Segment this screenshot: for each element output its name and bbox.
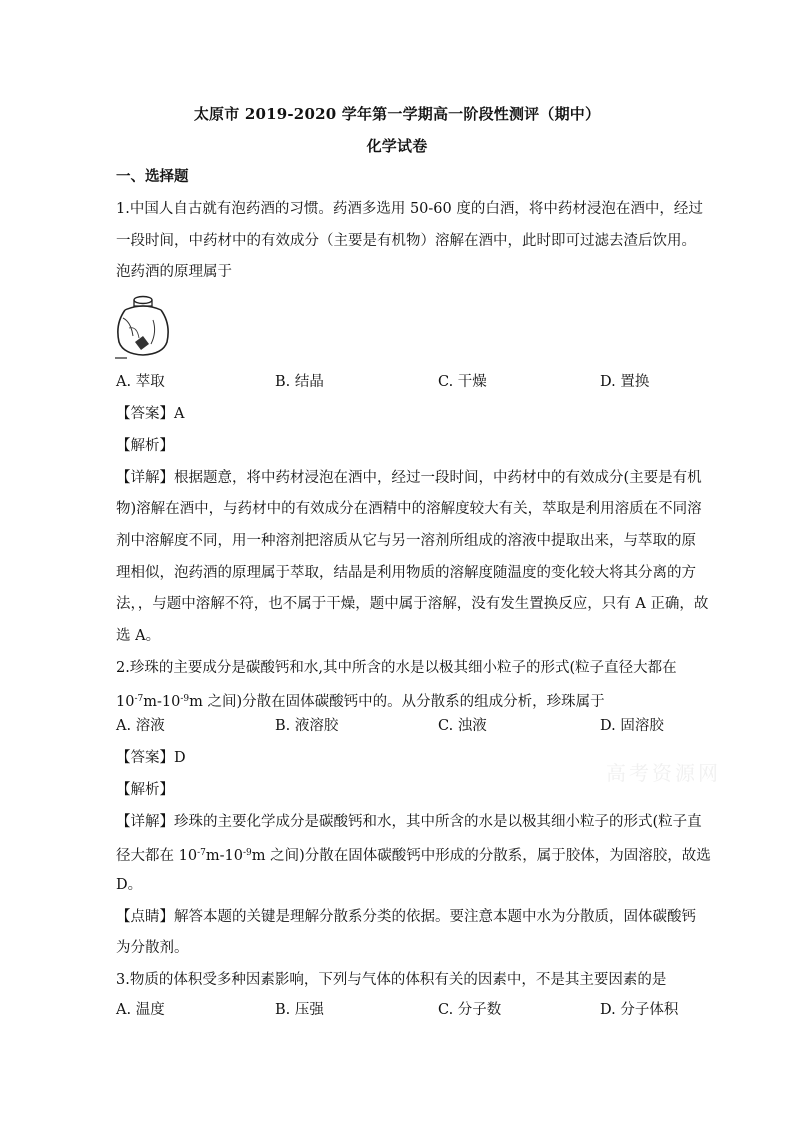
q3-option-c: C. 分子数 — [438, 1002, 502, 1018]
q1-stem-line: 一段时间，中药材中的有效成分（主要是有机物）溶解在酒中，此时即可过滤去渣后饮用。 — [116, 233, 696, 249]
q2-detail-line: 径大都在 $10^{-7}m-10^{-9}m$ 之间)分散在固体碳酸钙中形成的分散系，属于胶体，为固溶胶，故选 — [116, 848, 711, 864]
q2-option-c: C. 浊液 — [438, 718, 487, 734]
watermark: 高考资源网 — [606, 761, 721, 785]
page-subtitle: 化学试卷 — [366, 137, 428, 155]
q2-stem-line: $10^{-7}m-10^{-9}m$ 之间)分散在固体碳酸钙中的。从分散系的组成分析，珍珠属于 — [116, 694, 605, 710]
q1-stem-line: 1.中国人自古就有泡药酒的习惯。药酒多选用 50-60 度的白酒，将中药材浸泡在酒中，经过 — [116, 201, 703, 217]
page-title: 太原市 2019-2020 学年第一学期高一阶段性测评（期中） — [193, 105, 601, 123]
q2-detail-line: 【详解】珍珠的主要化学成分是碳酸钙和水，其中所含的水是以极其细小粒子的形式(粒子直 — [116, 814, 702, 830]
q2-option-d: D. 固溶胶 — [600, 718, 664, 734]
q1-option-d: D. 置换 — [600, 374, 650, 390]
q3-option-b: B. 压强 — [275, 1002, 324, 1018]
q2-detail-line: D。 — [116, 877, 143, 893]
q3-option-d: D. 分子体积 — [600, 1002, 679, 1018]
section-heading: 一、选择题 — [116, 168, 189, 185]
q1-detail-line: 【详解】根据题意，将中药材浸泡在酒中，经过一段时间，中药材中的有效成分(主要是有机 — [116, 470, 702, 486]
q1-detail-line: 法，，与题中溶解不符，也不属于干燥，题中属于溶解，没有发生置换反应，只有 A 正确，故 — [116, 596, 709, 612]
q2-point-line: 为分散剂。 — [116, 940, 189, 956]
q2-stem-line: 2.珍珠的主要成分是碳酸钙和水,其中所含的水是以极其细小粒子的形式(粒子直径大都在 — [116, 660, 677, 676]
q3-option-a: A. 温度 — [116, 1002, 165, 1018]
q1-option-a: A. 萃取 — [116, 374, 165, 390]
q1-analysis-label: 【解析】 — [116, 438, 174, 454]
q1-option-c: C. 干燥 — [438, 374, 487, 390]
q1-detail-line: 剂中溶解度不同，用一种溶剂把溶质从它与另一溶剂所组成的溶液中提取出来，与萃取的原 — [116, 533, 696, 549]
q2-analysis-label: 【解析】 — [116, 782, 174, 798]
q2-option-b: B. 液溶胶 — [275, 718, 339, 734]
q2-point-line: 【点睛】解答本题的关键是理解分散系分类的依据。要注意本题中水为分散质，固体碳酸钙 — [116, 909, 696, 925]
medicine-jar-illustration — [113, 292, 173, 364]
q3-stem-line: 3.物质的体积受多种因素影响，下列与气体的体积有关的因素中，不是其主要因素的是 — [116, 972, 667, 988]
q2-answer: 【答案】D — [116, 750, 186, 766]
q1-answer: 【答案】A — [116, 406, 185, 422]
q1-detail-line: 理相似，泡药酒的原理属于萃取，结晶是利用物质的溶解度随温度的变化较大将其分离的方 — [116, 565, 696, 581]
q1-detail-line: 选 A。 — [116, 628, 161, 644]
q2-option-a: A. 溶液 — [116, 718, 165, 734]
q1-option-b: B. 结晶 — [275, 374, 324, 390]
q1-stem-line: 泡药酒的原理属于 — [116, 264, 232, 280]
q1-detail-line: 物)溶解在酒中，与药材中的有效成分在酒精中的溶解度较大有关，萃取是利用溶质在不同溶 — [116, 501, 702, 517]
